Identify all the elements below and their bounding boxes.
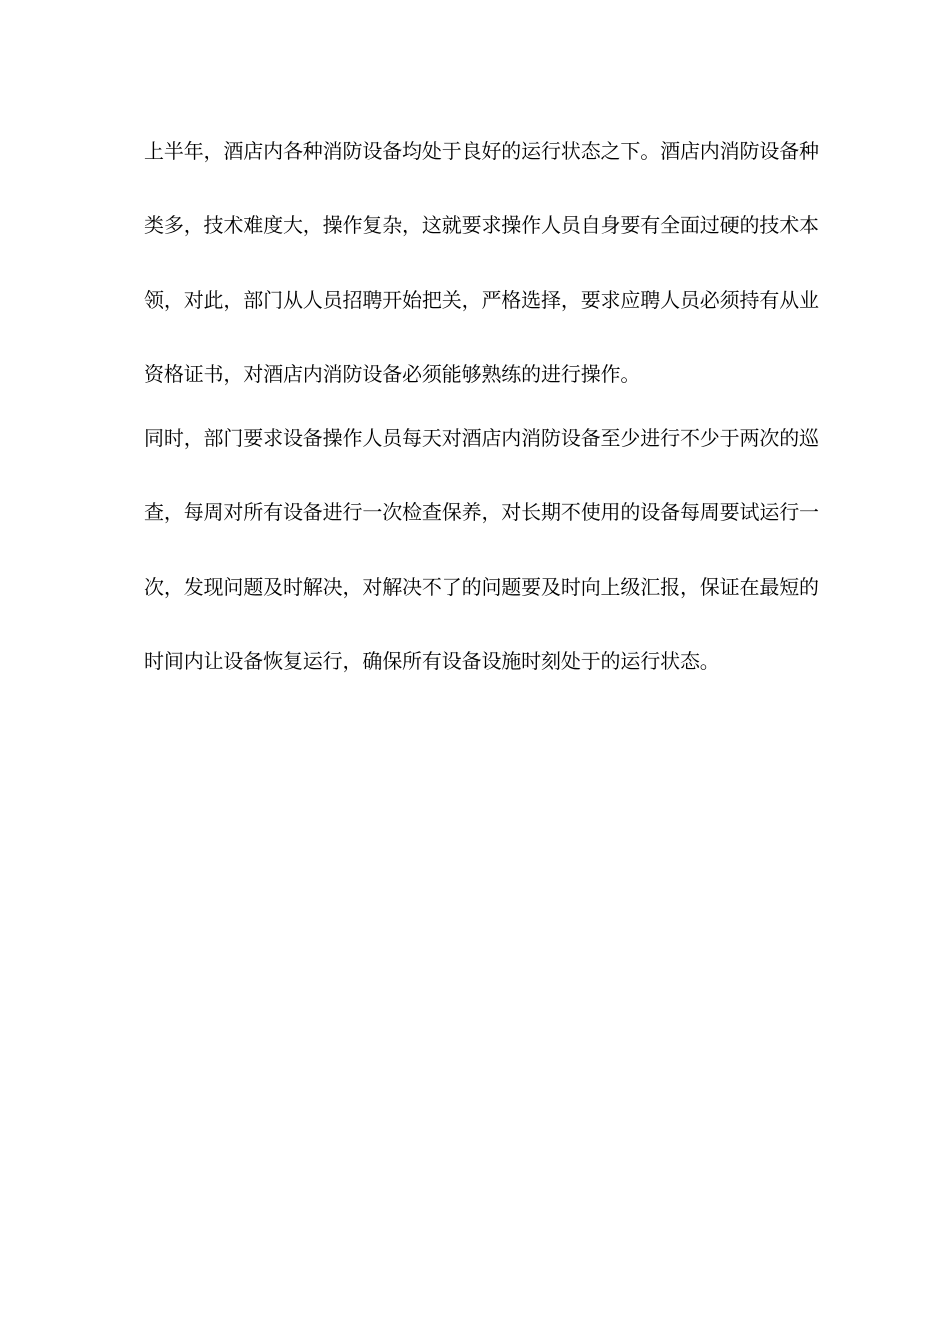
paragraph-line: 上半年，酒店内各种消防设备均处于良好的运行状态之下。酒店内消防设备种 — [144, 139, 819, 163]
paragraph-line: 类多，技术难度大，操作复杂，这就要求操作人员自身要有全面过硬的技术本 — [144, 213, 819, 237]
paragraph-line: 同时，部门要求设备操作人员每天对酒店内消防设备至少进行不少于两次的巡 — [144, 426, 819, 450]
paragraph-line: 领，对此，部门从人员招聘开始把关，严格选择，要求应聘人员必须持有从业 — [144, 288, 819, 312]
paragraph-line: 次，发现问题及时解决，对解决不了的问题要及时向上级汇报，保证在最短的 — [144, 575, 819, 599]
paragraph-line: 资格证书，对酒店内消防设备必须能够熟练的进行操作。 — [144, 362, 641, 386]
paragraph-line: 查，每周对所有设备进行一次检查保养，对长期不使用的设备每周要试运行一 — [144, 500, 819, 524]
paragraph-line: 时间内让设备恢复运行，确保所有设备设施时刻处于的运行状态。 — [144, 649, 720, 673]
